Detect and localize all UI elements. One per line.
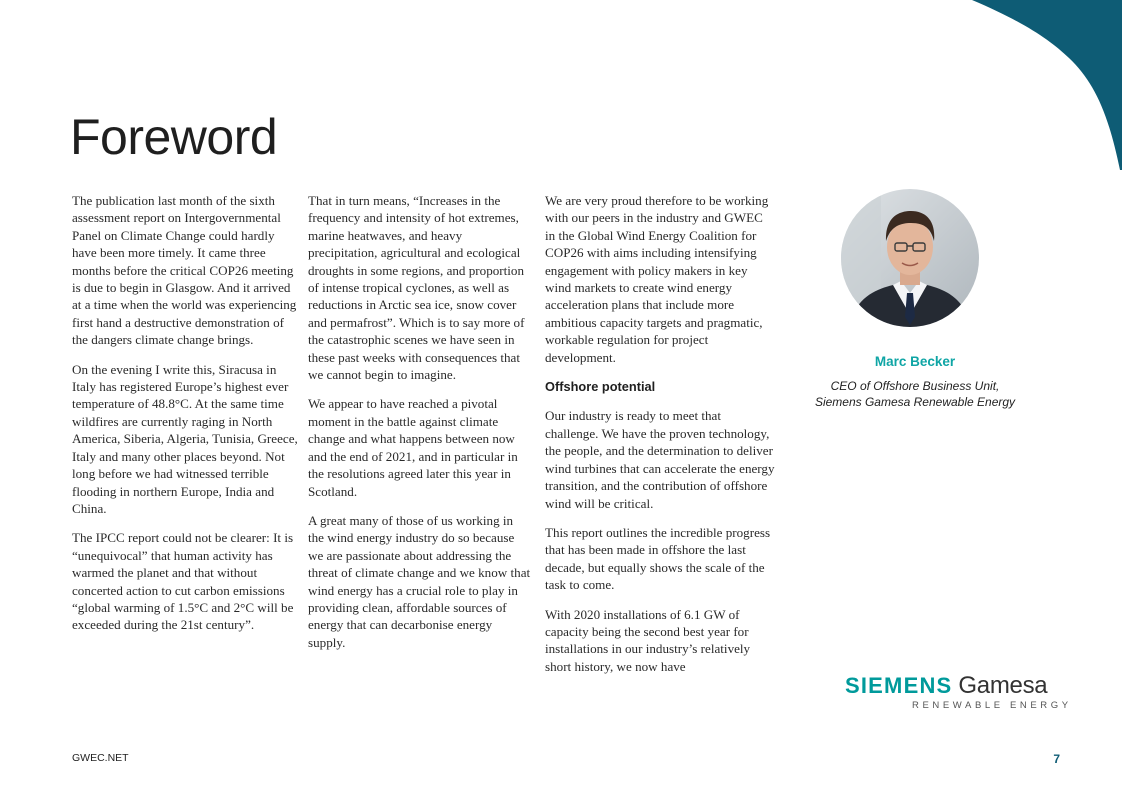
logo-word-gamesa: Gamesa [958,672,1048,699]
section-subheading: Offshore potential [545,379,656,395]
paragraph: We are very proud therefore to be working with our peers in the industry and GWEC in the Global Wind Energy Coalition for COP26 with aims including intensifying engagement with policy makers in key wind markets to create wind energy acceleration plans that include more ambitious capacity targets and pragmatic, workable regulation for project development. [545,193,769,365]
logo-word-siemens: SIEMENS [845,673,953,698]
corner-decoration [972,0,1122,170]
page-number: 7 [1053,752,1060,766]
text-column-1 [72,192,298,646]
paragraph: That in turn means, “Increases in the frequency and intensity of hot extremes, marine heatwaves, and heavy precipitation, agricultural and ecological droughts in some regions, and proportion of intense tropical cyclones, as well as reductions in Arctic sea ice, snow cover and permafrost”. Which is to say more of the catastrophic scenes we have seen in these past weeks with consequences that we cannot begin to imagine. [308,193,525,383]
paragraph: The IPCC report could not be clearer: It is “unequivocal” that human activity has warmed the planet and that without concerted action to cut carbon emissions “global warming of 1.5°C and 2°C will be exceeded during the 21st century”. [72,530,294,633]
paragraph: We appear to have reached a pivotal moment in the battle against climate change and what happens between now and the end of 2021, and in particular in the resolutions agreed later this year in Scotland. [308,396,518,499]
paragraph: The publication last month of the sixth assessment report on Intergovernmental Panel on Climate Change could hardly have been more timely. It came three months before the critical COP26 meeting is due to begin in Glasgow. And it arrived at a time when the world was experiencing first hand a destructive demonstration of the dangers climate change brings. [72,193,297,348]
paragraph: A great many of those of us working in the wind energy industry do so because we are passionate about addressing the threat of climate change and we know that wind energy has a crucial role to play in providing clean, affordable sources of energy that can decarbonise energy supply. [308,512,531,650]
paragraph: This report outlines the incredible progress that has been made in offshore the last decade, but equally shows the scale of the task to come. [545,524,771,593]
author-role-line: CEO of Offshore Business Unit, [830,379,1000,393]
text-column-3 [545,192,775,687]
author-role-line: Siemens Gamesa Renewable Energy [814,395,1016,409]
paragraph: On the evening I write this, Siracusa in Italy has registered Europe’s highest ever temperature of 48.8°C. At the same time wildfires are currently raging in North America, Siberia, Algeria, Tunisia, Greece, Italy and many other places beyond. Not long before we had witnessed terrible flooding in northern Europe, India and China. [72,361,298,516]
author-name: Marc Becker [874,354,956,369]
logo-tagline: RENEWABLE ENERGY [912,700,1072,711]
footer-site-link[interactable]: GWEC.NET [72,752,129,764]
paragraph: With 2020 installations of 6.1 GW of capacity being the second best year for installations in our industry’s relatively short history, we now have [545,606,751,674]
author-portrait [841,189,979,327]
paragraph: Our industry is ready to meet that challenge. We have the proven technology, the people, and the determination to deliver wind turbines that can accelerate the energy transition, and the contribution of offshore wind will be critical. [545,408,775,511]
author-role [790,378,1040,410]
text-column-2 [308,192,532,663]
siemens-gamesa-logo [845,672,1072,712]
page-title: Foreword [70,109,278,165]
